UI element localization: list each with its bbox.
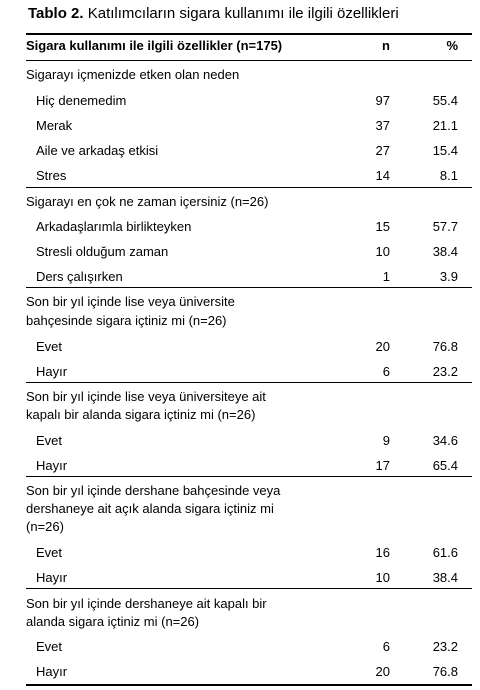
row-label: Stres: [36, 168, 67, 183]
row-percent: 76.8: [432, 339, 458, 354]
row-label: Hayır: [36, 570, 68, 585]
section-heading: alanda sigara içtiniz mi (n=26): [26, 614, 200, 629]
row-label: Hiç denemedim: [36, 93, 127, 108]
row-count: 9: [382, 433, 390, 448]
row-label: Hayır: [36, 664, 68, 679]
row-count: 15: [375, 219, 390, 234]
section-heading: Son bir yıl içinde dershane bahçesinde veya: [26, 483, 281, 498]
row-count: 14: [375, 168, 390, 183]
row-percent: 38.4: [432, 244, 458, 259]
row-percent: 15.4: [432, 143, 458, 158]
section-heading: dershaneye ait açık alanda sigara içtiniz mi: [26, 501, 274, 516]
row-count: 37: [375, 118, 390, 133]
row-count: 6: [382, 639, 390, 654]
row-count: 10: [375, 244, 390, 259]
row-percent: 3.9: [439, 269, 458, 284]
row-label: Arkadaşlarımla birlikteyken: [36, 219, 192, 234]
table-title: [28, 5, 399, 22]
row-count: 97: [375, 93, 390, 108]
row-label: Stresli olduğum zaman: [36, 244, 169, 259]
header-label: Sigara kullanımı ile ilgili özellikler (n=175): [26, 38, 283, 53]
row-label: Hayır: [36, 458, 68, 473]
row-percent: 21.1: [432, 118, 458, 133]
row-count: 20: [375, 339, 390, 354]
row-count: 1: [382, 269, 390, 284]
section-heading: Son bir yıl içinde dershaneye ait kapalı bir: [26, 596, 267, 611]
section-rule: [26, 476, 472, 477]
row-percent: 8.1: [439, 168, 458, 183]
row-label: Hayır: [36, 364, 68, 379]
row-count: 6: [382, 364, 390, 379]
section-heading: bahçesinde sigara içtiniz mi (n=26): [26, 313, 227, 328]
row-percent: 76.8: [432, 664, 458, 679]
row-count: 16: [375, 545, 390, 560]
header-percent: %: [446, 38, 458, 53]
table-title-number: Tablo 2.: [28, 5, 84, 22]
section-heading: Son bir yıl içinde lise veya üniversite: [26, 294, 235, 309]
row-count: 20: [375, 664, 390, 679]
section-rule: [26, 588, 472, 589]
section-rule: [26, 684, 472, 686]
row-label: Evet: [36, 545, 63, 560]
section-rule: [26, 187, 472, 188]
row-count: 10: [375, 570, 390, 585]
row-percent: 57.7: [432, 219, 458, 234]
row-percent: 65.4: [432, 458, 458, 473]
row-label: Evet: [36, 433, 63, 448]
row-label: Aile ve arkadaş etkisi: [36, 143, 159, 158]
row-count: 17: [375, 458, 390, 473]
row-count: 27: [375, 143, 390, 158]
section-heading: kapalı bir alanda sigara içtiniz mi (n=26): [26, 407, 256, 422]
section-rule: [26, 382, 472, 383]
table-top-rule: [26, 33, 472, 35]
header-rule: [26, 60, 472, 61]
section-rule: [26, 287, 472, 288]
section-heading: (n=26): [26, 519, 64, 534]
row-percent: 34.6: [432, 433, 458, 448]
row-percent: 38.4: [432, 570, 458, 585]
row-percent: 55.4: [432, 93, 458, 108]
row-percent: 61.6: [432, 545, 458, 560]
header-n: n: [382, 38, 390, 53]
row-percent: 23.2: [432, 639, 458, 654]
row-label: Ders çalışırken: [36, 269, 123, 284]
section-heading: Sigarayı içmenizde etken olan neden: [26, 67, 240, 82]
table-title-text: Katılımcıların sigara kullanımı ile ilgili özellikleri: [83, 5, 399, 22]
row-percent: 23.2: [432, 364, 458, 379]
row-label: Evet: [36, 339, 63, 354]
row-label: Evet: [36, 639, 63, 654]
section-heading: Son bir yıl içinde lise veya üniversiteye ait: [26, 389, 266, 404]
section-heading: Sigarayı en çok ne zaman içersiniz (n=26): [26, 194, 269, 209]
row-label: Merak: [36, 118, 73, 133]
